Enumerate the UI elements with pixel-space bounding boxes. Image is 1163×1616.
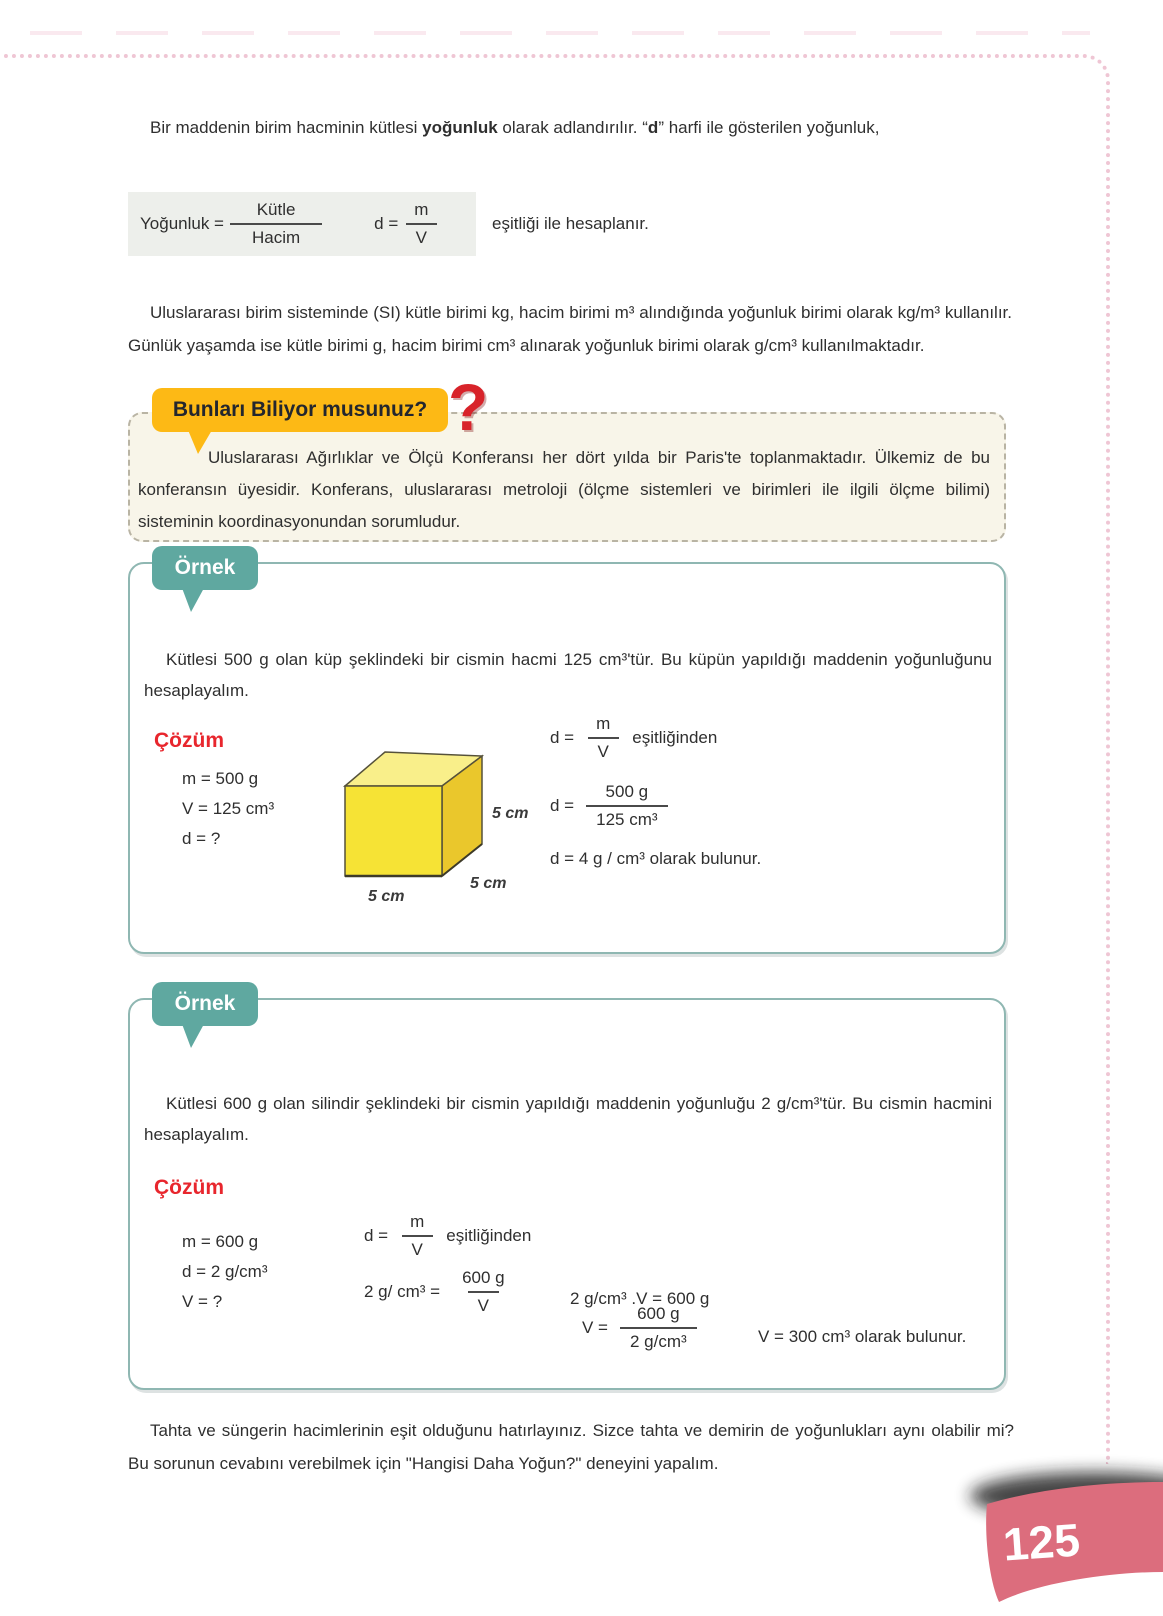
did-you-know-text: Uluslararası Ağırlıklar ve Ölçü Konferansı her dört yılda bir Paris'te toplanmaktadır. Ülkemiz de bu konferansın üyesidir. Konferans, uluslararası metroloji (ölçme sistemleri ve birimleri ile ilgili ölçme bilimi) sisteminin koordinasyonundan sorumludur. xyxy=(138,448,990,531)
formula-label: Yoğunluk = xyxy=(140,214,224,233)
edge-label-bottom: 5 cm xyxy=(368,888,405,905)
fraction-numerator: m xyxy=(410,1212,425,1231)
intro-text-1: Bir maddenin birim hacminin kütlesi xyxy=(150,118,423,137)
eq-lhs: d = xyxy=(364,1226,389,1245)
m-v-fraction xyxy=(400,1212,434,1260)
closing-paragraph: Tahta ve süngerin hacimlerinin eşit olduğunu hatırlayınız. Sizce tahta ve demirin de yoğunlukları aynı olabilir mi? Bu sorunun cevabını verebilmek için "Hangisi Daha Yoğun?" deneyini yapalım. xyxy=(128,1421,1014,1473)
intro-bold-d: d xyxy=(647,118,659,137)
intro-bold-yogunluk: yoğunluk xyxy=(422,118,498,137)
intro-paragraph xyxy=(128,112,1018,143)
value-fraction xyxy=(586,782,667,830)
edge-label-depth: 5 cm xyxy=(470,875,507,892)
eq-lhs: 2 g/ cm³ = xyxy=(364,1282,441,1301)
intro-text-3: ” harfi ile gösterilen yoğunluk, xyxy=(658,118,880,137)
example2-problem: Kütlesi 600 g olan silindir şeklindeki bir cismin yapıldığı maddenin yoğunluğu 2 g/cm³'tür. Bu cismin hacmini hesaplayalım. xyxy=(144,1094,992,1144)
equation-density-result: d = 4 g / cm³ olarak bulunur. xyxy=(550,849,762,868)
fraction-denominator: 125 cm³ xyxy=(586,805,667,830)
equation-d-equals-m-over-v xyxy=(364,1212,531,1260)
speech-bubble-tail xyxy=(182,588,204,612)
equation-cross-multiplied: 2 g/cm³ .V = 600 g xyxy=(570,1289,710,1308)
m-v-fraction xyxy=(404,200,438,248)
eq-suffix: eşitliğinden xyxy=(446,1226,532,1245)
eq-lhs: V = xyxy=(582,1318,608,1337)
equation-volume-fraction xyxy=(582,1304,703,1352)
cube-front-face xyxy=(345,786,442,876)
solution-heading: Çözüm xyxy=(154,729,224,752)
kutle-hacim-fraction xyxy=(230,200,322,248)
fraction-denominator: V xyxy=(588,737,619,762)
example-badge xyxy=(152,982,258,1026)
fraction-numerator: 600 g xyxy=(637,1304,680,1323)
formula-d-label: d = xyxy=(374,214,399,233)
value-fraction xyxy=(620,1304,697,1352)
fraction-denominator: Hacim xyxy=(230,223,322,248)
eq-lhs: d = xyxy=(550,728,575,747)
example-box-2 xyxy=(128,992,1006,1390)
fraction-denominator: V xyxy=(406,223,437,248)
example1-givens xyxy=(182,769,274,859)
equation-density-substitution xyxy=(550,782,674,830)
density-formula-box xyxy=(128,192,476,256)
equation-volume-result: V = 300 cm³ olarak bulunur. xyxy=(758,1327,967,1346)
example1-problem: Kütlesi 500 g olan küp şeklindeki bir cismin hacmi 125 cm³'tür. Bu küpün yapıldığı maddenin yoğunluğunu hesaplayalım. xyxy=(144,650,992,700)
fraction-numerator: Kütle xyxy=(256,200,296,219)
decor-faint-dashes xyxy=(30,31,1090,35)
edge-label-right: 5 cm xyxy=(492,805,529,822)
given-density: d = ? xyxy=(182,829,221,848)
given-volume: V = ? xyxy=(182,1292,223,1311)
fraction-numerator: 500 g xyxy=(605,782,649,801)
did-you-know-badge xyxy=(152,388,448,432)
eq-suffix: eşitliğinden xyxy=(632,728,718,747)
page-number-ribbon xyxy=(935,1438,1163,1616)
example-badge-label: Örnek xyxy=(174,556,236,579)
fraction-denominator: V xyxy=(468,1291,499,1316)
equation-d-equals-m-over-v xyxy=(550,714,717,762)
value-fraction xyxy=(452,1268,515,1316)
given-density: d = 2 g/cm³ xyxy=(182,1262,268,1281)
formula-suffix: eşitliği ile hesaplanır. xyxy=(492,214,649,233)
question-mark-icon: ? xyxy=(448,370,489,444)
speech-bubble-tail xyxy=(188,430,212,454)
given-mass: m = 600 g xyxy=(182,1232,259,1251)
fraction-denominator: V xyxy=(402,1235,433,1260)
example-badge xyxy=(152,546,258,590)
yellow-cube-diagram xyxy=(330,736,630,951)
page-number: 125 xyxy=(1001,1513,1082,1571)
example-badge-label: Örnek xyxy=(174,992,236,1015)
m-v-fraction xyxy=(586,714,620,762)
eq-lhs: d = xyxy=(550,796,575,815)
fraction-denominator: 2 g/cm³ xyxy=(620,1327,697,1352)
did-you-know-badge-label: Bunları Biliyor musunuz? xyxy=(172,398,428,421)
example-box-1 xyxy=(128,556,1006,954)
fraction-numerator: m xyxy=(596,714,611,733)
fraction-numerator: 600 g xyxy=(462,1268,505,1287)
given-mass: m = 500 g xyxy=(182,769,259,788)
si-units-paragraph: Uluslararası birim sisteminde (SI) kütle birimi kg, hacim birimi m³ alındığında yoğunluk birimi olarak kg/m³ kullanılır. Günlük yaşamda ise kütle birimi g, hacim birimi cm³ alınarak yoğunluk birimi olarak g/cm³ kullanılmaktadır. xyxy=(128,303,1012,355)
solution-heading: Çözüm xyxy=(154,1176,224,1199)
given-volume: V = 125 cm³ xyxy=(182,799,275,818)
fraction-numerator: m xyxy=(414,200,429,219)
equation-substitution xyxy=(364,1268,521,1316)
intro-text-2: olarak adlandırılır. “ xyxy=(497,118,648,137)
example2-givens xyxy=(182,1232,268,1322)
speech-bubble-tail xyxy=(182,1024,204,1048)
